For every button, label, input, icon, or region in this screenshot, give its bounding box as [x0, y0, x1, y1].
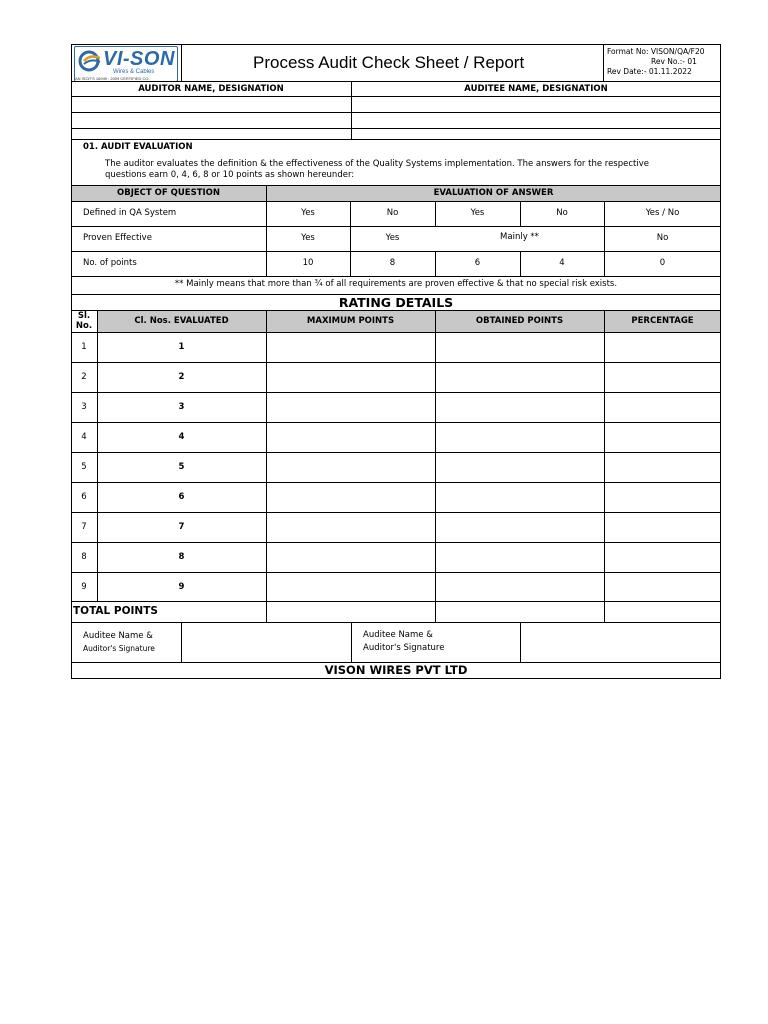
eval-cell: Yes — [301, 208, 315, 218]
signature-left-line2: Auditor's Signature — [83, 644, 155, 653]
format-number: Format No: VISON/QA/F20 — [607, 47, 705, 56]
row-clause-number: 8 — [178, 552, 185, 562]
eval-cell: Yes — [385, 233, 400, 243]
row-sl-number: 4 — [81, 432, 87, 442]
revision-number: Rev No.:- 01 — [651, 57, 697, 66]
row-sl-number: 2 — [81, 372, 87, 382]
auditor-name-label: AUDITOR NAME, DESIGNATION — [138, 84, 284, 94]
col-evaluation-of-answer: EVALUATION OF ANSWER — [433, 188, 554, 198]
row-sl-number: 6 — [81, 492, 87, 502]
col-percentage: PERCENTAGE — [631, 316, 694, 326]
row-sl-number: 5 — [81, 462, 87, 472]
auditor-name-field-1[interactable] — [72, 97, 350, 111]
mainly-footnote: ** Mainly means that more than ¾ of all requirements are proven effective & that no special risk exists. — [174, 279, 618, 289]
col-sl-no — [71, 311, 97, 331]
row-sl-number: 8 — [81, 552, 87, 562]
row-clause-number: 6 — [178, 492, 185, 502]
signature-right-line1: Auditee Name & — [363, 630, 433, 640]
col-object-of-question: OBJECT OF QUESTION — [116, 188, 221, 198]
eval-cell: 0 — [659, 258, 666, 268]
row-sl-number: 7 — [81, 522, 87, 532]
signature-right-line2: Auditor's Signature — [363, 643, 445, 653]
row-clause-number: 9 — [178, 582, 185, 592]
auditee-name-field-2[interactable] — [352, 113, 720, 127]
row-clause-number: 2 — [178, 372, 185, 382]
eval-row-label: Proven Effective — [83, 233, 152, 243]
total-points-label: TOTAL POINTS — [73, 605, 158, 617]
eval-cell: No — [386, 208, 399, 218]
row-clause-number: 4 — [178, 432, 185, 442]
eval-row-label: No. of points — [83, 258, 137, 268]
eval-row-label: Defined in QA System — [83, 208, 177, 218]
evaluation-description-line2: questions earn 0, 4, 6, 8 or 10 points as shown hereunder: — [105, 170, 355, 180]
row-sl-number: 9 — [81, 582, 87, 592]
row-clause-number: 5 — [178, 462, 185, 472]
row-sl-number: 1 — [81, 342, 87, 352]
col-maximum-points: MAXIMUM POINTS — [306, 316, 395, 326]
rating-details-title: RATING DETAILS — [338, 295, 454, 310]
col-sl-line2: No. — [75, 321, 93, 331]
company-footer: VISON WIRES PVT LTD — [324, 663, 468, 677]
auditee-name-field-1[interactable] — [352, 97, 720, 111]
col-obtained-points: OBTAINED POINTS — [475, 316, 564, 326]
audit-evaluation-heading: 01. AUDIT EVALUATION — [83, 142, 193, 152]
col-sl-line1: Sl. — [77, 311, 91, 321]
logo-certification: AN ISO/TS 16949 : 2009 CERTIFIED CO. — [75, 76, 150, 81]
signature-field-left[interactable] — [182, 623, 350, 661]
logo-cable-icon — [78, 50, 102, 72]
page-title: Process Audit Check Sheet / Report — [253, 53, 525, 72]
col-clauses-evaluated: Cl. Nos. EVALUATED — [134, 316, 229, 326]
logo-brand: VI-SON — [103, 48, 175, 70]
auditee-name-label: AUDITEE NAME, DESIGNATION — [464, 84, 608, 94]
row-clause-number: 3 — [178, 402, 185, 412]
signature-field-right[interactable] — [521, 623, 720, 661]
eval-cell: Yes / No — [645, 208, 680, 218]
row-clause-number: 7 — [178, 522, 185, 532]
eval-cell: 6 — [474, 258, 481, 268]
eval-cell-mainly: Mainly ** — [500, 232, 539, 242]
revision-date: Rev Date:- 01.11.2022 — [607, 67, 692, 76]
signature-left-line1: Auditee Name & — [83, 631, 153, 641]
logo-tagline: Wires & Cables — [113, 69, 155, 75]
eval-cell: Yes — [301, 233, 315, 243]
eval-cell: 10 — [302, 258, 314, 268]
eval-cell: No — [656, 233, 669, 243]
eval-cell: No — [556, 208, 568, 218]
row-sl-number: 3 — [81, 402, 87, 412]
eval-cell: Yes — [470, 208, 485, 218]
eval-cell: 8 — [389, 258, 396, 268]
evaluation-description-line1: The auditor evaluates the definition & the effectiveness of the Quality Systems implementation. The answers for the respective — [105, 159, 649, 169]
auditor-name-field-2[interactable] — [72, 113, 350, 127]
row-clause-number: 1 — [178, 342, 185, 352]
eval-cell: 4 — [559, 258, 565, 268]
